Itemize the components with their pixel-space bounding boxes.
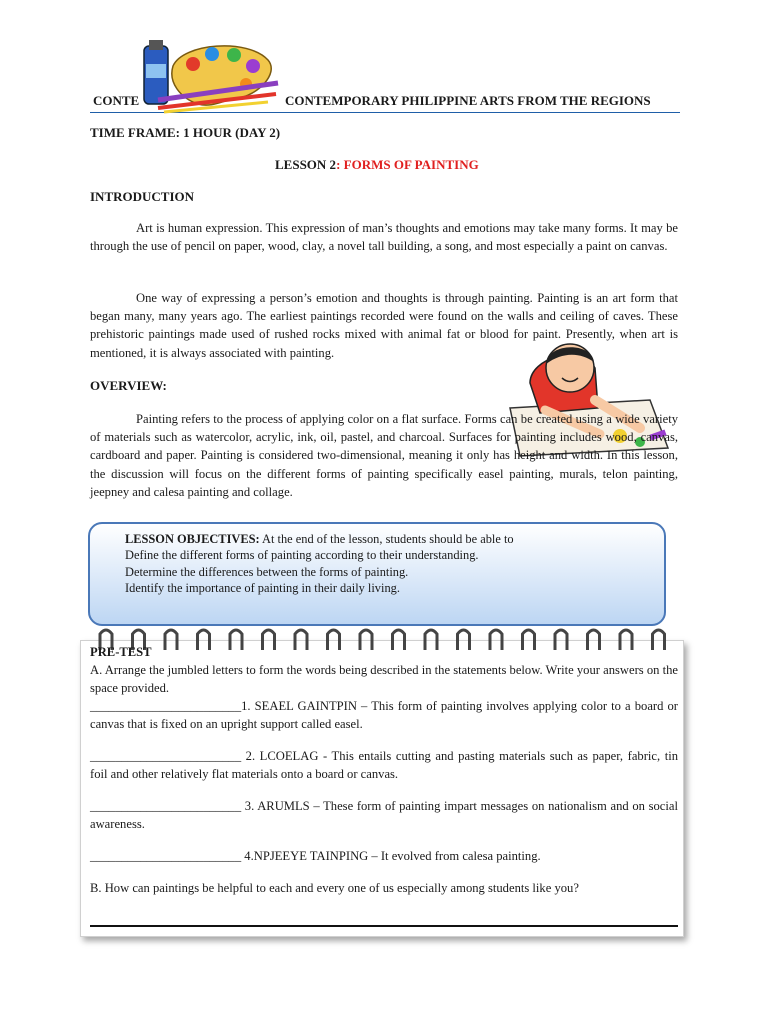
objectives-heading: LESSON OBJECTIVES: (125, 532, 260, 546)
objective-item: Identify the importance of painting in their daily living. (125, 581, 400, 596)
objectives-intro: At the end of the lesson, students should be able to (259, 532, 514, 546)
objective-item: Define the different forms of painting according to their understanding. (125, 548, 479, 563)
pretest-heading: PRE-TEST (90, 645, 152, 659)
pretest-question-b: B. How can paintings be helpful to each and every one of us especially among students like you? (90, 881, 579, 895)
pretest-item: ________________________ 4.NPJEEYE TAINPING – It evolved from calesa painting. (90, 849, 541, 863)
pretest-instruction-a: A. Arrange the jumbled letters to form the words being described in the statements below. Write your answers on the space provided. (90, 663, 678, 695)
pretest-item: ________________________1. SEAEL GAINTPIN – This form of painting involves applying color to a board or canvas that is fixed on an upright support called easel. (90, 699, 678, 731)
overview-heading: OVERVIEW: (90, 378, 167, 393)
objective-item: Determine the differences between the forms of painting. (125, 564, 409, 579)
pretest-section (90, 643, 678, 911)
time-frame: TIME FRAME: 1 HOUR (DAY 2) (90, 125, 281, 140)
introduction-heading: INTRODUCTION (90, 189, 195, 204)
introduction-paragraph-1: Art is human expression. This expression of man’s thoughts and emotions may take many forms. It may be through the use of pencil on paper, wood, clay, a novel tall building, a song, and most especially a paint on canvas. (90, 221, 678, 254)
lesson-prefix: LESSON 2 (275, 157, 337, 172)
paint-palette-icon (128, 38, 288, 116)
header-title: CONTEMPORARY PHILIPPINE ARTS FROM THE REGIONS (285, 93, 651, 108)
header-left-label: CONTE (93, 93, 140, 108)
introduction-paragraph-2: One way of expressing a person’s emotion and thoughts is through painting. Painting is an art form that began many, many years ago. The earliest paintings recorded were found on the walls and ceiling of caves. These prehistoric paintings made used of rushed rocks mixed with animal fat or blood for paint. Presently, when art is mentioned, it is always associated with painting. (90, 291, 678, 360)
overview-paragraph: Painting refers to the process of applying color on a flat surface. Forms can be created using a wide variety of materials such as watercolor, acrylic, ink, oil, pastel, and charcoal. Surfaces for painting includes wood, canvas, cardboard and paper. Painting is considered two-dimensional, meaning it only has height and width. In this lesson, the discussion will focus on the different forms of painting specifically easel painting, murals, telon painting, jeepney and calesa painting and collage. (90, 412, 678, 499)
lesson-title (275, 157, 479, 173)
answer-line[interactable] (90, 925, 678, 927)
lesson-name: FORMS OF PAINTING (340, 157, 479, 172)
objectives-heading-line (125, 531, 655, 547)
lesson-separator: : (336, 157, 341, 172)
pretest-item: ________________________ 3. ARUMLS – These form of painting impart messages on nationalism and on social awareness. (90, 799, 678, 831)
objectives-content (125, 531, 655, 597)
pretest-item: ________________________ 2. LCOELAG - This entails cutting and pasting materials such as paper, fabric, tin foil and other relatively flat materials onto a board or canvas. (90, 749, 678, 781)
